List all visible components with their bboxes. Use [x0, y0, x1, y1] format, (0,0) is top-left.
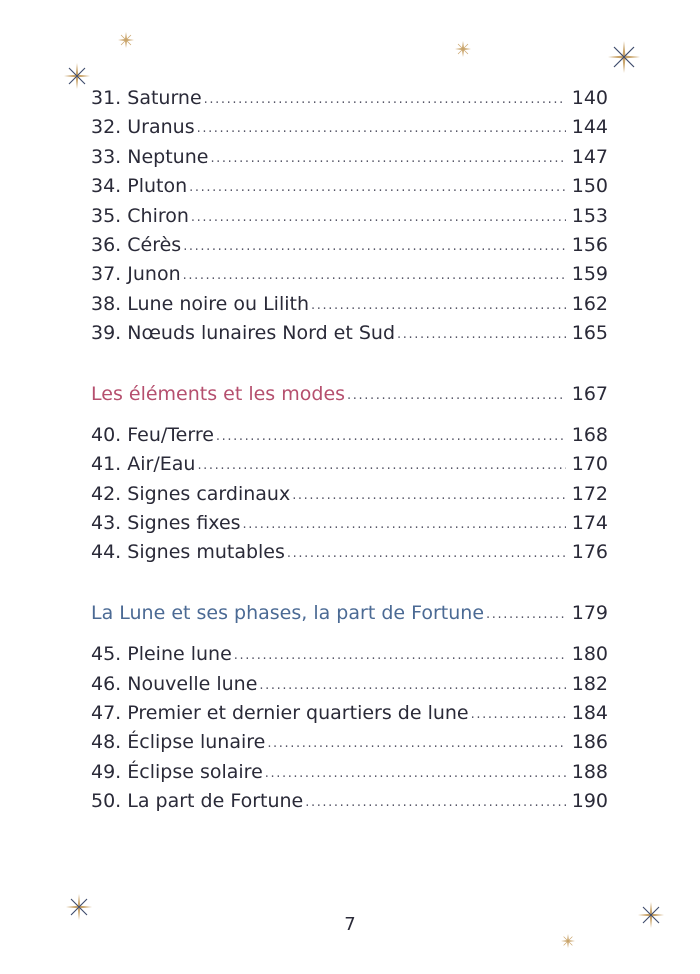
toc-entry[interactable]	[91, 421, 608, 450]
toc-entry-page: 156	[571, 233, 608, 256]
toc-entry[interactable]	[91, 113, 608, 142]
toc-entry-page: 186	[571, 731, 608, 754]
sparkle-star-icon	[64, 63, 90, 89]
toc-entry-page: 180	[571, 643, 608, 666]
toc-entry-page: 140	[571, 87, 608, 109]
toc-entry-label: 44. Signes mutables	[91, 541, 285, 564]
toc-entry[interactable]	[91, 260, 608, 289]
dot-leader	[216, 422, 566, 451]
table-of-contents	[91, 84, 608, 817]
dot-leader	[197, 451, 565, 480]
toc-entry-label: 49. Éclipse solaire	[91, 760, 263, 783]
dot-leader	[486, 600, 566, 629]
dot-leader	[183, 261, 566, 290]
spacer	[91, 628, 608, 640]
toc-entry-label: 33. Neptune	[91, 145, 209, 168]
dot-leader	[287, 539, 566, 568]
spacer	[91, 568, 608, 599]
toc-entry-page: 153	[571, 204, 608, 227]
toc-entry-page: 188	[571, 760, 608, 783]
toc-entry-label: 38. Lune noire ou Lilith	[91, 292, 310, 315]
toc-entry[interactable]	[91, 758, 608, 787]
toc-entry-label: 40. Feu/Terre	[91, 423, 214, 446]
toc-entry[interactable]	[91, 319, 608, 348]
toc-entry-page: 144	[571, 116, 608, 139]
toc-entry-page: 190	[571, 790, 608, 813]
dot-leader	[204, 85, 566, 114]
dot-leader	[234, 641, 566, 670]
toc-entry-label: 46. Nouvelle lune	[91, 672, 258, 695]
toc-entry[interactable]	[91, 290, 608, 319]
toc-entry-page: 150	[571, 175, 608, 198]
toc-entry-label: 50. La part de Fortune	[91, 790, 304, 813]
dot-leader	[210, 144, 565, 173]
section-page: 179	[571, 601, 608, 624]
toc-entry-label: 39. Nœuds lunaires Nord et Sud	[91, 322, 396, 345]
section-page: 167	[571, 382, 608, 405]
toc-entry-page: 182	[571, 672, 608, 695]
toc-entry-page: 162	[571, 292, 608, 315]
dot-leader	[197, 114, 566, 143]
dot-leader	[243, 510, 566, 539]
sparkle-star-icon	[455, 41, 471, 57]
toc-entry[interactable]	[91, 480, 608, 509]
toc-entry-label: 34. Pluton	[91, 175, 188, 198]
toc-entry-label: 48. Éclipse lunaire	[91, 731, 266, 754]
sparkle-star-icon	[561, 934, 575, 948]
toc-section-heading[interactable]	[91, 599, 608, 628]
sparkle-star-icon	[608, 41, 640, 73]
toc-entry-label: 32. Uranus	[91, 116, 195, 139]
section-title: Les éléments et les modes	[91, 382, 346, 405]
toc-entry[interactable]	[91, 143, 608, 172]
toc-entry[interactable]	[91, 231, 608, 260]
toc-entry[interactable]	[91, 670, 608, 699]
toc-entry[interactable]	[91, 202, 608, 231]
toc-entry[interactable]	[91, 640, 608, 669]
toc-entry[interactable]	[91, 450, 608, 479]
dot-leader	[347, 381, 566, 410]
dot-leader	[259, 671, 565, 700]
toc-entry[interactable]	[91, 787, 608, 816]
section-title: La Lune et ses phases, la part de Fortune	[91, 601, 485, 624]
toc-entry[interactable]	[91, 699, 608, 728]
toc-entry-label: 43. Signes fixes	[91, 512, 241, 535]
toc-section-heading[interactable]	[91, 380, 608, 409]
toc-entry-label: 36. Cérès	[91, 233, 182, 256]
page-number: 7	[344, 914, 356, 935]
toc-entry[interactable]	[91, 84, 608, 113]
toc-entry-page: 170	[571, 453, 608, 476]
toc-entry-page: 176	[571, 541, 608, 564]
toc-entry-label: 31. Saturne	[91, 87, 202, 109]
toc-entry-page: 174	[571, 512, 608, 535]
spacer	[91, 349, 608, 380]
toc-entry-label: 35. Chiron	[91, 204, 189, 227]
toc-entry-page: 147	[571, 145, 608, 168]
dot-leader	[292, 481, 566, 510]
dot-leader	[311, 291, 566, 320]
toc-entry[interactable]	[91, 509, 608, 538]
toc-entry-page: 184	[571, 702, 608, 725]
dot-leader	[191, 203, 566, 232]
dot-leader	[397, 320, 566, 349]
dot-leader	[183, 232, 566, 261]
toc-entry[interactable]	[91, 172, 608, 201]
dot-leader	[471, 700, 566, 729]
dot-leader	[265, 759, 566, 788]
toc-entry-label: 42. Signes cardinaux	[91, 482, 291, 505]
toc-entry-label: 37. Junon	[91, 263, 181, 286]
toc-entry[interactable]	[91, 728, 608, 757]
toc-entry-page: 172	[571, 482, 608, 505]
toc-entry[interactable]	[91, 538, 608, 567]
spacer	[91, 409, 608, 421]
sparkle-star-icon	[118, 32, 134, 48]
toc-entry-label: 47. Premier et dernier quartiers de lune	[91, 702, 469, 725]
toc-entry-label: 45. Pleine lune	[91, 643, 232, 666]
toc-entry-page: 159	[571, 263, 608, 286]
toc-entry-page: 165	[571, 322, 608, 345]
toc-entry-page: 168	[571, 423, 608, 446]
toc-entry-label: 41. Air/Eau	[91, 453, 196, 476]
dot-leader	[267, 729, 565, 758]
dot-leader	[305, 788, 566, 817]
dot-leader	[189, 173, 566, 202]
